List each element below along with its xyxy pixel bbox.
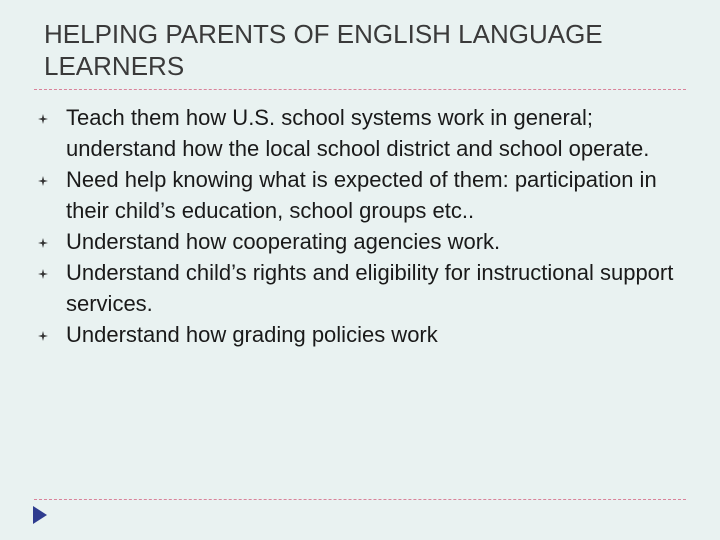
bullet-text: Teach them how U.S. school systems work in general; understand how the local school district and school operate. (66, 105, 650, 161)
bullet-item (38, 257, 678, 319)
top-divider (34, 89, 686, 90)
bullet-item (38, 102, 678, 164)
bullet-item (38, 164, 678, 226)
bottom-divider (34, 499, 686, 500)
bullet-text: Understand how grading policies work (66, 322, 438, 347)
slide-title: HELPING PARENTS OF ENGLISH LANGUAGE LEARNERS (44, 19, 603, 81)
four-point-star-icon (38, 331, 48, 341)
bullet-item (38, 226, 678, 257)
bullet-text: Need help knowing what is expected of them: participation in their child’s education, school groups etc.. (66, 167, 657, 223)
four-point-star-icon (38, 238, 48, 248)
bullet-item (38, 319, 678, 350)
four-point-star-icon (38, 114, 48, 124)
bullet-text: Understand child’s rights and eligibility for instructional support services. (66, 260, 674, 316)
bullet-text: Understand how cooperating agencies work. (66, 229, 501, 254)
four-point-star-icon (38, 269, 48, 279)
bullet-list (38, 102, 678, 350)
four-point-star-icon (38, 176, 48, 186)
triangle-play-arrow-icon[interactable] (33, 506, 47, 524)
